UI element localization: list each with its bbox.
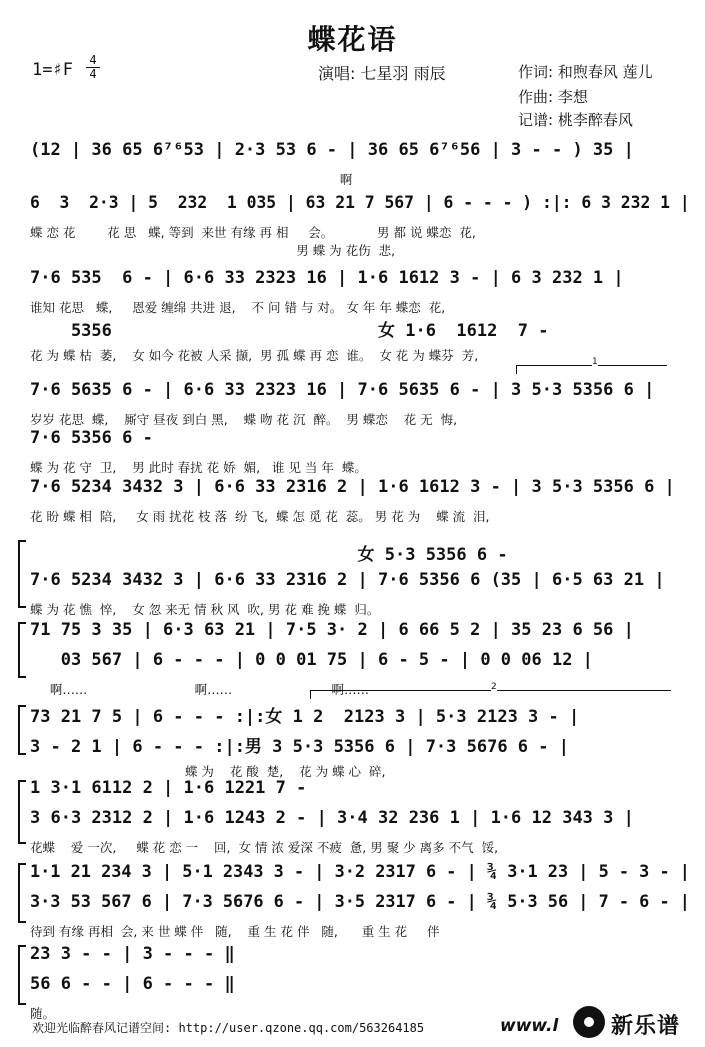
composer-credit: 作曲: 李想	[518, 88, 588, 106]
lyric-line: 蝶 为 花 守 卫, 男 此时 春扰 花 娇 媚, 谁 见 当 年 蝶。	[30, 460, 367, 475]
notation-line: 5356 女 1·6 1612 7 -	[30, 321, 549, 341]
notation-line: 23 3 - - | 3 - - - ‖	[30, 944, 235, 964]
notation-line: 3 - 2 1 | 6 - - - :|:男 3 5·3 5356 6 | 7·3 5676 6 - |	[30, 737, 569, 757]
lyric-line: 蝶 为 花 酸 楚, 花 为 蝶 心 碎,	[30, 764, 386, 779]
system-brace	[18, 863, 26, 923]
notation-line: 7·6 5234 3432 3 | 6·6 33 2316 2 | 7·6 5356 6 (35 | 6·5 63 21 |	[30, 570, 665, 590]
lyric-line: 花 盼 蝶 相 陪, 女 雨 扰花 枝 落 纷 飞, 蝶 怎 觅 花 蕊。 男 花 为 蝶 流 泪,	[30, 509, 490, 524]
notation-line: 3 6·3 2312 2 | 1·6 1243 2 - | 3·4 32 236 1 | 1·6 12 343 3 |	[30, 808, 634, 828]
notation-line: 1 3·1 6112 2 | 1·6 1221 7 -	[30, 778, 307, 798]
notation-line: 7·6 5356 6 -	[30, 428, 153, 448]
system-brace	[18, 705, 26, 755]
time-signature	[86, 54, 100, 81]
system-brace	[18, 945, 26, 1005]
singers: 演唱: 七星羽 雨辰	[318, 64, 446, 83]
lyric-line: 待到 有缘 再相 会, 来 世 蝶 伴 随, 重 生 花 伴 随, 重 生 花 伴	[30, 924, 440, 939]
notation-line: (12 | 36 65 6⁷⁶53 | 2·3 53 6 - | 36 65 6⁷⁶56 | 3 - - ) 35 |	[30, 140, 634, 160]
notation-line: 7·6 5635 6 - | 6·6 33 2323 16 | 7·6 5635 6 - | 3 5·3 5356 6 |	[30, 380, 655, 400]
logo-disc-icon	[573, 1006, 605, 1038]
volta-2-label: 2	[491, 682, 497, 692]
song-title: 蝶花语	[307, 23, 398, 56]
system-brace	[18, 540, 26, 608]
volta-1-label: 1	[592, 357, 598, 367]
notation-line: 56 6 - - | 6 - - - ‖	[30, 974, 235, 994]
meter-bottom: 4	[86, 67, 100, 81]
lyric-line: 蝶 为 花 憔 悴, 女 忽 来无 情 秋 风 吹, 男 花 难 挽 蝶 归。	[30, 602, 380, 617]
notation-line: 03 567 | 6 - - - | 0 0 01 75 | 6 - 5 - | 0 0 06 12 |	[30, 650, 593, 670]
lyric-line: 随。	[30, 1006, 56, 1021]
footer-url: 欢迎光临醉春风记谱空间: http://user.qzone.qq.com/563264185	[32, 1021, 425, 1035]
notation-line: 6 3 2·3 | 5 232 1 035 | 63 21 7 567 | 6 - - - ) :|: 6 3 232 1 |	[30, 193, 690, 213]
lyric-line: 谁知 花思 蝶, 恩爱 缠绵 共进 退, 不 问 错 与 对。 女 年 年 蝶恋 花,	[30, 300, 446, 315]
notation-line: 7·6 5234 3432 3 | 6·6 33 2316 2 | 1·6 1612 3 - | 3 5·3 5356 6 |	[30, 477, 675, 497]
notation-line: 7·6 535 6 - | 6·6 33 2323 16 | 1·6 1612 3 - | 6 3 232 1 |	[30, 268, 624, 288]
meter-top: 4	[89, 53, 97, 67]
lyric-line: 花蝶 爱 一次, 蝶 花 恋 一 回, 女 情 浓 爱深 不疲 惫, 男 聚 少 离多 不气 馁,	[30, 840, 499, 855]
key-signature: 1=♯F	[32, 60, 73, 80]
lyric-line: 岁岁 花思 蝶, 厮守 昼夜 到白 黑, 蝶 吻 花 沉 醉。 男 蝶恋 花 无 悔,	[30, 412, 458, 427]
logo-text: 新乐谱	[611, 1014, 681, 1039]
lyric-line: 啊	[30, 172, 353, 187]
lyric-line: 啊…… 啊…… 啊……	[30, 682, 369, 697]
system-brace	[18, 780, 26, 844]
lyric-line: 蝶 恋 花 花 思 蝶, 等到 来世 有缘 再 相 会。 男 都 说 蝶恋 花,	[30, 225, 476, 240]
transcriber-credit: 记谱: 桃李醉春风	[518, 111, 633, 129]
notation-line: 73 21 7 5 | 6 - - - :|:女 1 2 2123 3 | 5·3 2123 3 - |	[30, 707, 580, 727]
volta-1-bracket	[516, 357, 667, 374]
volta-2-bracket	[310, 682, 671, 699]
lyricist-credit: 作词: 和煦春风 莲儿	[518, 63, 653, 81]
watermark-text: www.l	[500, 1016, 559, 1036]
notation-line: 3·3 53 567 6 | 7·3 5676 6 - | 3·5 2317 6 - | ¾ 5·3 56 | 7 - 6 - |	[30, 892, 690, 912]
lyric-line: 男 蝶 为 花伤 悲,	[30, 243, 396, 258]
notation-line: 1·1 21 234 3 | 5·1 2343 3 - | 3·2 2317 6 - | ¾ 3·1 23 | 5 - 3 - |	[30, 862, 690, 882]
lyric-line: 花 为 蝶 枯 萎, 女 如今 花被 人采 撷, 男 孤 蝶 再 恋 谁。 女 花 为 蝶芬 芳,	[30, 348, 479, 363]
system-brace	[18, 622, 26, 678]
notation-line: 71 75 3 35 | 6·3 63 21 | 7·5 3· 2 | 6 66 5 2 | 35 23 6 56 |	[30, 620, 634, 640]
notation-line: 女 5·3 5356 6 -	[30, 545, 508, 565]
